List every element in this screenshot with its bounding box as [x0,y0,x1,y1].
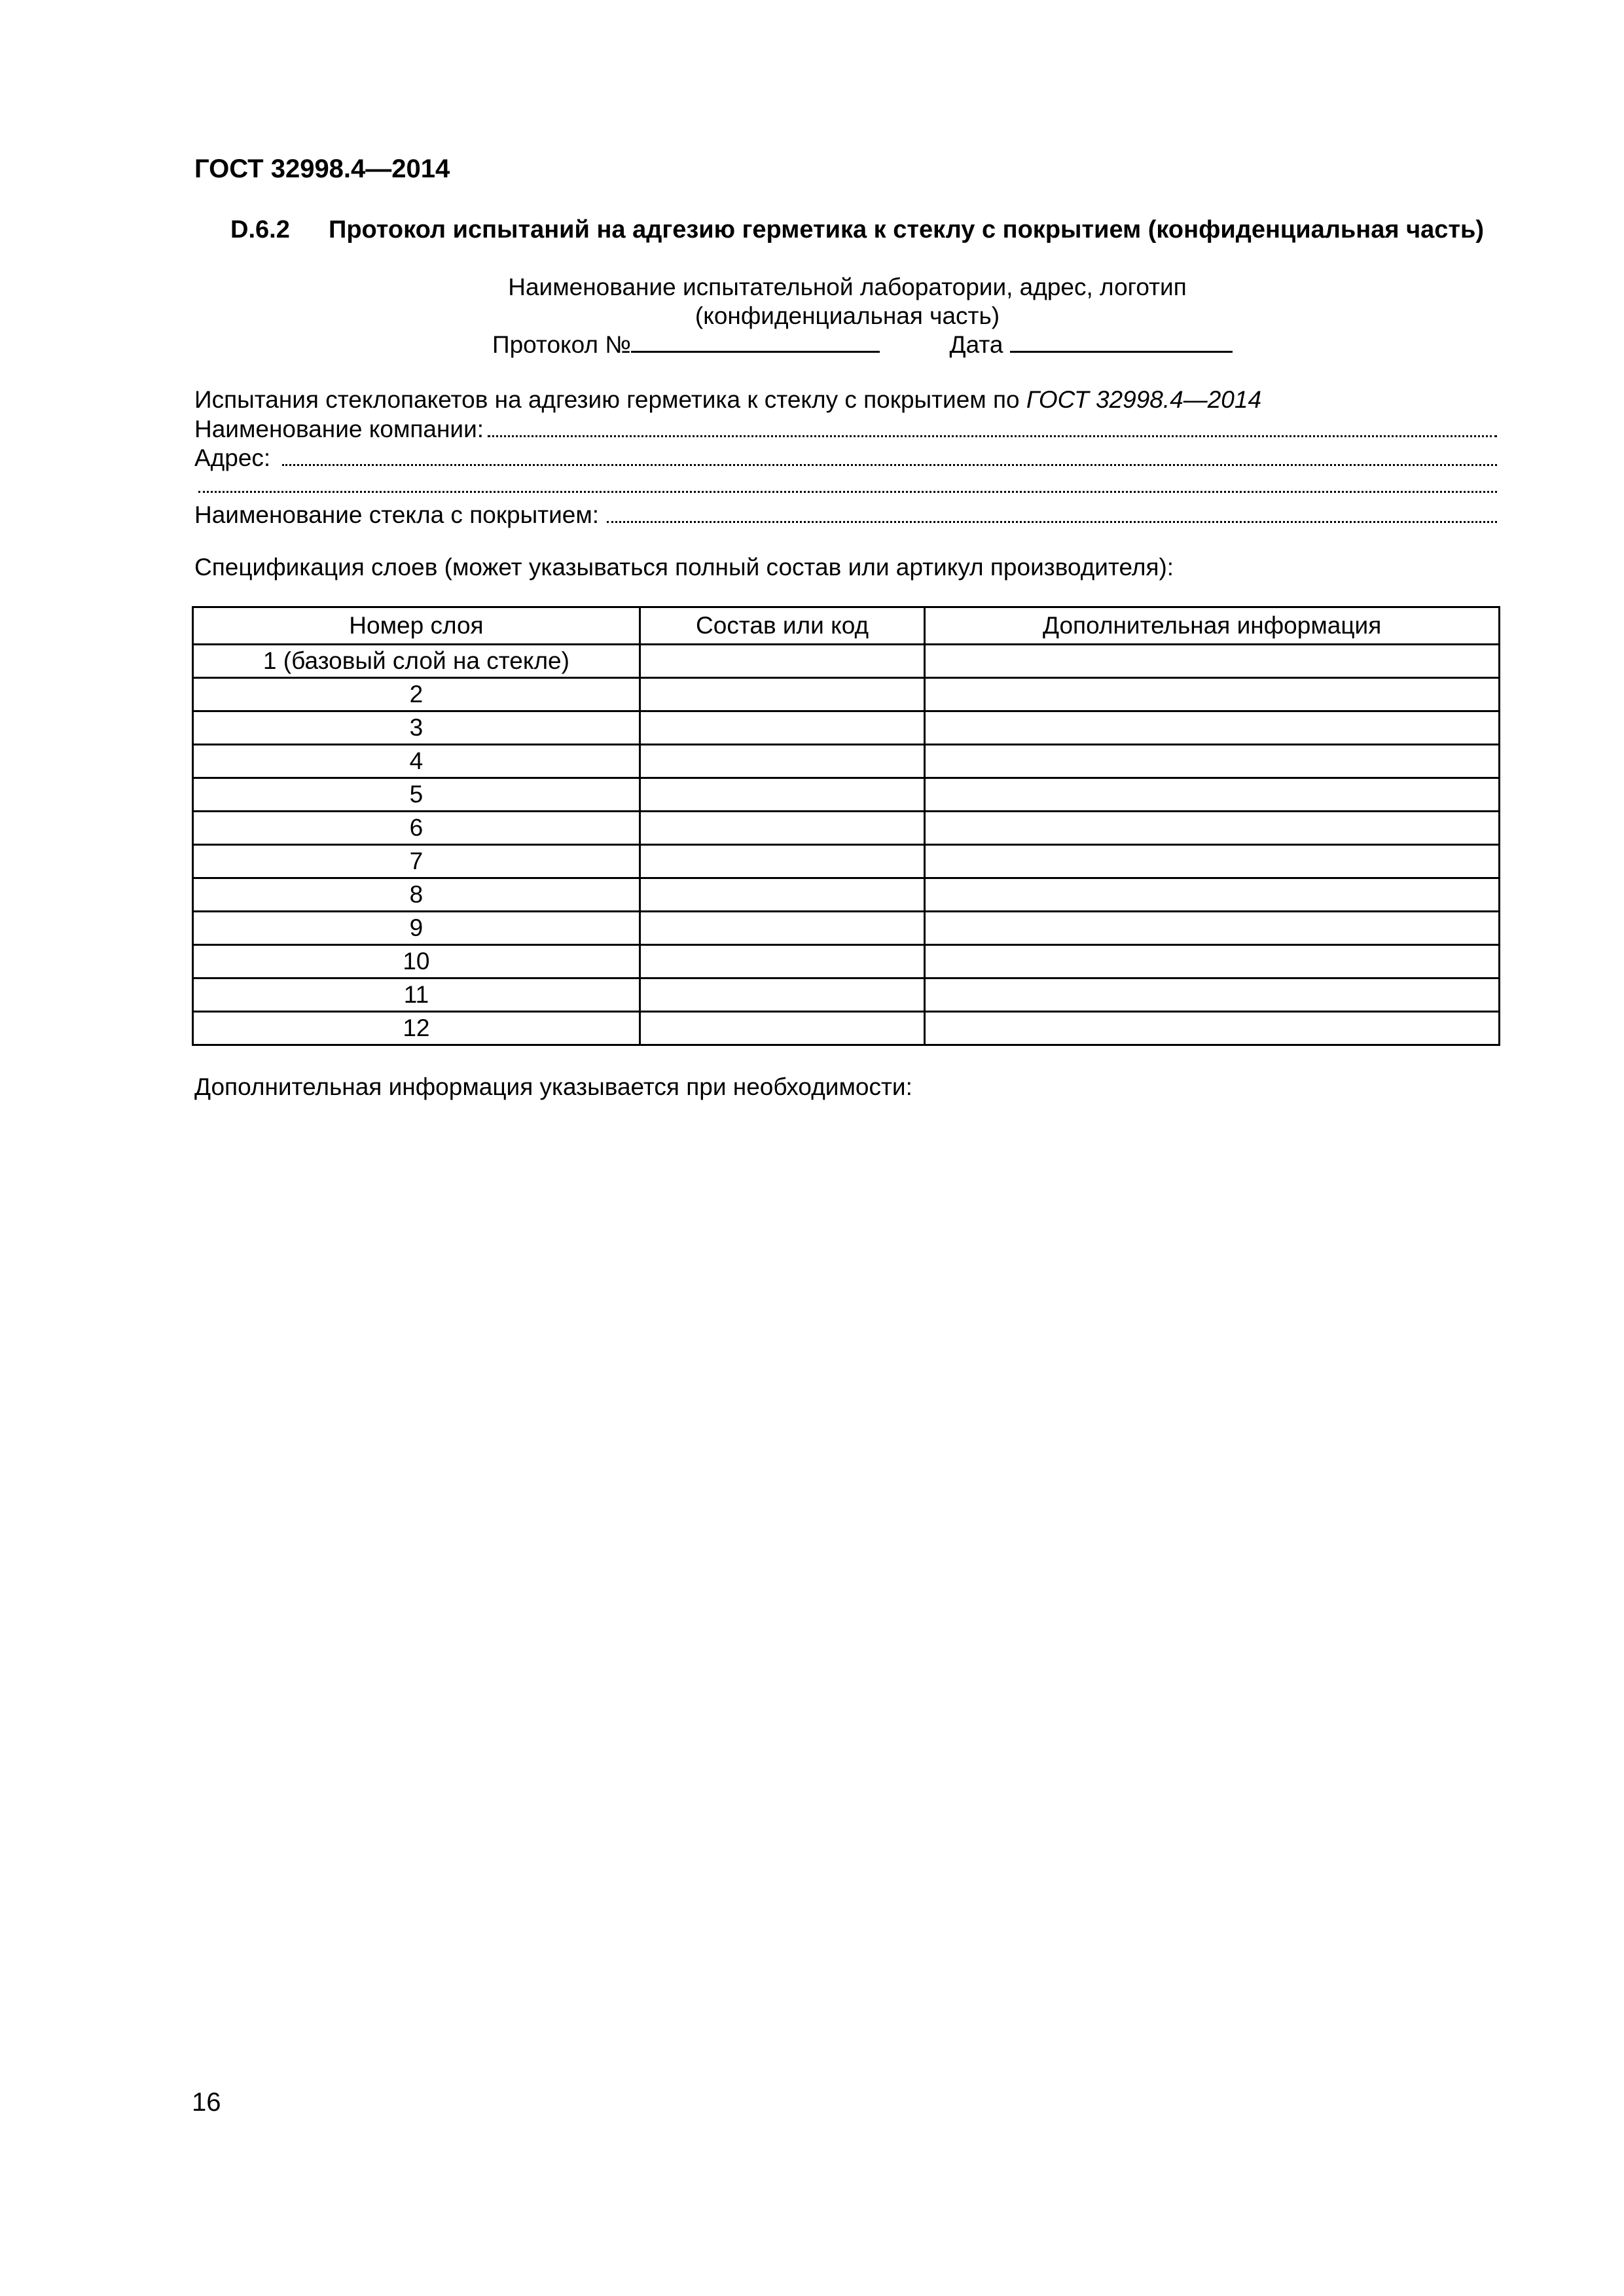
address-row [194,444,1497,472]
table-header-row [193,607,1500,645]
date-field[interactable] [1010,331,1233,353]
protocol-line [492,331,1233,359]
layer-number-cell: 3 [193,711,640,745]
layer-number-cell: 11 [193,978,640,1012]
composition-cell[interactable] [640,1012,924,1045]
table-row [193,912,1500,945]
additional-info-cell[interactable] [925,845,1500,878]
additional-info-cell[interactable] [925,945,1500,978]
company-label: Наименование компании: [194,416,484,442]
additional-info-cell[interactable] [925,711,1500,745]
layer-number-cell: 9 [193,912,640,945]
additional-info-cell[interactable] [925,878,1500,912]
composition-cell[interactable] [640,812,924,845]
layer-number-cell: 6 [193,812,640,845]
protocol-label: Протокол № [492,331,631,358]
table-row [193,778,1500,812]
table-row [193,945,1500,978]
header-additional-info: Дополнительная информация [925,607,1500,645]
confidential-note: (конфиденциальная часть) [695,302,1000,329]
spec-heading: Спецификация слоев (может указываться полный состав или артикул производителя): [194,554,1174,581]
layer-number-cell: 7 [193,845,640,878]
layer-number-cell: 10 [193,945,640,978]
additional-info-cell[interactable] [925,812,1500,845]
company-field[interactable] [488,417,1497,437]
section-number: D.6.2 [230,216,290,243]
composition-cell[interactable] [640,845,924,878]
composition-cell[interactable] [640,778,924,812]
document-id: ГОСТ 32998.4—2014 [194,154,450,183]
additional-info-cell[interactable] [925,678,1500,711]
additional-info-cell[interactable] [925,778,1500,812]
layer-number-cell: 5 [193,778,640,812]
composition-cell[interactable] [640,945,924,978]
layers-table [192,606,1500,1046]
test-description [194,386,1261,414]
table-row [193,711,1500,745]
composition-cell[interactable] [640,978,924,1012]
additional-info-cell[interactable] [925,978,1500,1012]
composition-cell[interactable] [640,645,924,678]
protocol-number-field[interactable] [631,331,880,353]
composition-cell[interactable] [640,678,924,711]
header-composition: Состав или код [640,607,924,645]
composition-cell[interactable] [640,912,924,945]
table-row [193,812,1500,845]
standard-reference: ГОСТ 32998.4—2014 [1026,386,1262,413]
lab-name-line: Наименование испытательной лаборатории, адрес, логотип [508,274,1187,300]
table-row [193,645,1500,678]
coated-glass-field[interactable] [607,503,1497,523]
coated-glass-label: Наименование стекла с покрытием: [194,501,600,528]
layer-number-cell: 4 [193,745,640,778]
table-row [193,978,1500,1012]
composition-cell[interactable] [640,711,924,745]
address-field[interactable] [282,446,1497,466]
composition-cell[interactable] [640,878,924,912]
footer-note: Дополнительная информация указывается при необходимости: [194,1073,912,1100]
additional-info-cell[interactable] [925,912,1500,945]
table-row [193,1012,1500,1045]
section-title: Протокол испытаний на адгезию герметика к стеклу с покрытием (конфиденциальная часть) [329,216,1485,243]
company-row [194,416,1497,443]
layer-number-cell: 8 [193,878,640,912]
page-number: 16 [192,2088,221,2117]
additional-info-cell[interactable] [925,745,1500,778]
composition-cell[interactable] [640,745,924,778]
date-label: Дата [949,331,1003,358]
table-row [193,678,1500,711]
table-row [193,845,1500,878]
layer-number-cell: 2 [193,678,640,711]
address-field-continued[interactable] [198,490,1497,493]
layer-number-cell: 1 (базовый слой на стекле) [193,645,640,678]
test-description-text: Испытания стеклопакетов на адгезию герметика к стеклу с покрытием по [194,386,1026,413]
table-row [193,745,1500,778]
additional-info-cell[interactable] [925,1012,1500,1045]
coated-glass-row [194,501,1497,529]
table-row [193,878,1500,912]
additional-info-cell[interactable] [925,645,1500,678]
layer-number-cell: 12 [193,1012,640,1045]
header-layer-number: Номер слоя [193,607,640,645]
address-label: Адрес: [194,444,271,471]
